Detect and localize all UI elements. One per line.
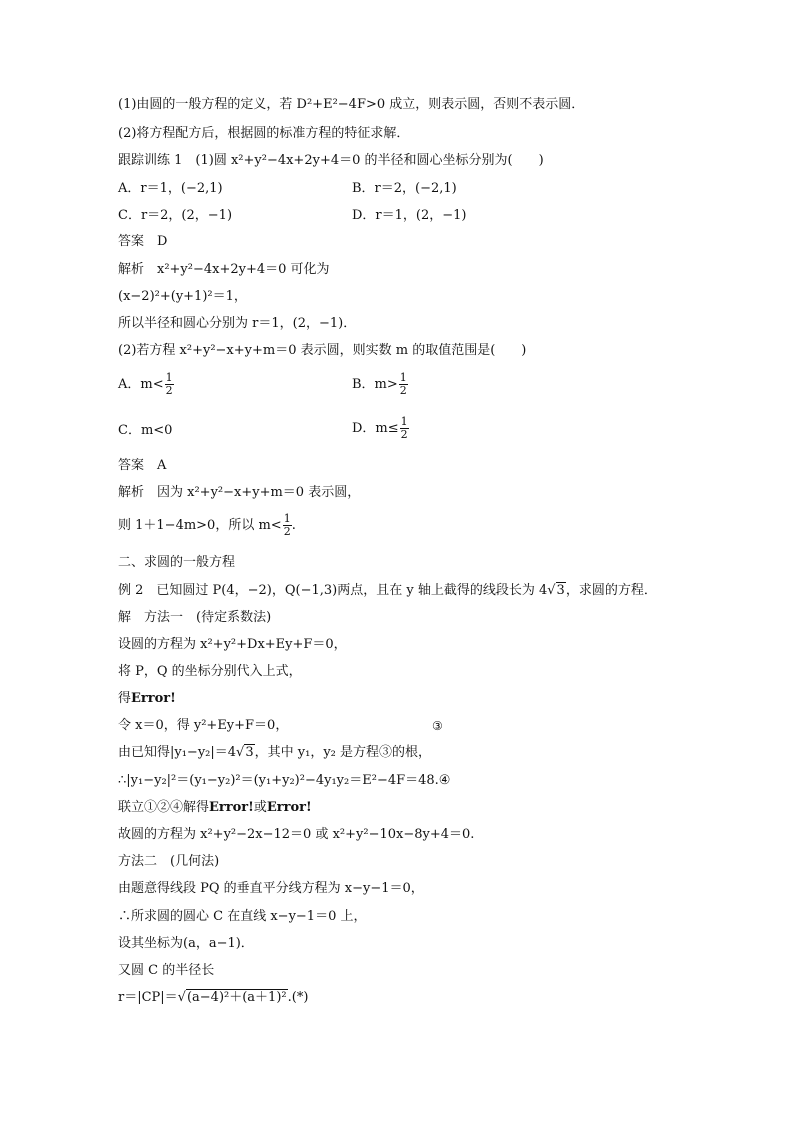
text-segment: .(*) [287,990,309,1005]
method-heading: 方法二 (几何法) [118,854,220,869]
fraction-denominator: 2 [165,384,173,397]
fraction [400,416,409,441]
text-line: 所以半径和圆心分别为 r＝1，(2，−1)． [118,316,357,331]
analysis-line: 解析 x²+y²−4x+2y+4＝0 可化为 [118,262,330,277]
text-line: (1)由圆的一般方程的定义，若 D²+E²−4F>0 成立，则表示圆，否则不表示圆． [118,97,585,112]
radicand: 3 [245,745,254,760]
square-root [236,745,255,761]
radical-sign: √ [236,745,245,760]
option-label: B．m> [352,377,398,392]
fraction-numerator: 1 [399,371,407,384]
text-line: 设圆的方程为 x²+y²+Dx+Ey+F＝0， [118,637,347,652]
fraction [399,372,408,397]
equation-marker: ③ [432,719,443,733]
solution-line: 解 方法一 (待定系数法) [118,610,272,625]
text-segment: 例 2 已知圆过 P(4，−2)，Q(−1,3)两点，且在 y 轴上截得的线段长为 4 [118,583,548,598]
option-label: A．m< [118,377,164,392]
fraction-numerator: 1 [165,371,173,384]
answer-line: 答案 D [118,234,168,249]
text-line: 将 P，Q 的坐标分别代入上式， [118,664,302,679]
text-line: 又圆 C 的半径长 [118,963,215,978]
option-d: D．r＝1，(2，−1) [352,208,467,223]
radicand: 3 [556,583,565,598]
text-line: 由题意得线段 PQ 的垂直平分线方程为 x−y−1＝0， [118,881,424,896]
error-text: Error! [266,800,312,815]
text-segment: 则 1＋1−4m>0，所以 m< [118,518,282,533]
text-line: 设其坐标为(a，a−1)． [118,936,254,951]
fraction [165,372,174,397]
option-label: D．m≤ [352,421,399,436]
text-segment: ，求圆的方程． [565,583,657,598]
option-c: C．r＝2，(2，−1) [118,208,233,223]
square-root [547,583,566,599]
text-segment: 或 [253,800,267,815]
section-heading: 二、求圆的一般方程 [118,555,236,570]
text-segment: ，其中 y₁，y₂ 是方程③的根， [254,745,432,760]
radicand: (a−4)²＋(a＋1)² [186,990,287,1005]
text-line [118,800,312,816]
answer-line: 答案 A [118,458,167,473]
option-d [352,416,409,441]
error-text: Error! [131,691,176,706]
text-line: (2)若方程 x²+y²−x+y+m＝0 表示圆，则实数 m 的取值范围是( ) [118,343,527,358]
text-segment: 联立①②④解得 [118,800,210,815]
error-text: Error! [209,800,254,815]
text-line [118,990,308,1006]
fraction [283,513,292,538]
text-segment: . [291,518,296,533]
text-line: (x−2)²+(y+1)²＝1， [118,289,247,304]
fraction-denominator: 2 [400,428,408,441]
fraction-numerator: 1 [400,415,408,428]
text-segment: r＝|CP|＝ [118,990,178,1005]
option-b: B．r＝2，(−2,1) [352,181,457,196]
fraction-numerator: 1 [283,512,291,525]
text-line [118,513,296,538]
text-line: ∴|y₁−y₂|²＝(y₁−y₂)²＝(y₁+y₂)²−4y₁y₂＝E²−4F＝48.④ [118,773,451,788]
radical-sign: √ [547,583,556,598]
example-line [118,583,657,599]
text-segment: 得 [118,691,132,706]
square-root [178,990,288,1006]
option-a [118,372,174,397]
text-line: ∴所求圆的圆心 C 在直线 x−y−1＝0 上， [118,909,367,924]
text-segment: 由已知得|y₁−y₂|＝4 [118,745,237,760]
text-line [118,745,431,761]
option-a: A．r＝1，(−2,1) [118,181,223,196]
option-c: C．m<0 [118,423,173,438]
text-line [118,691,176,707]
radical-sign: √ [177,990,186,1005]
text-line: 跟踪训练 1 (1)圆 x²+y²−4x+2y+4＝0 的半径和圆心坐标分别为( ) [118,153,544,168]
text-line: 故圆的方程为 x²+y²−2x−12＝0 或 x²+y²−10x−8y+4＝0. [118,827,475,842]
fraction-denominator: 2 [283,525,291,538]
text-line: (2)将方程配方后，根据圆的标准方程的特征求解． [118,126,410,141]
text-line: 令 x＝0，得 y²+Ey+F＝0， [118,718,289,733]
fraction-denominator: 2 [399,384,407,397]
analysis-line: 解析 因为 x²+y²−x+y+m＝0 表示圆， [118,485,361,500]
option-b [352,372,408,397]
